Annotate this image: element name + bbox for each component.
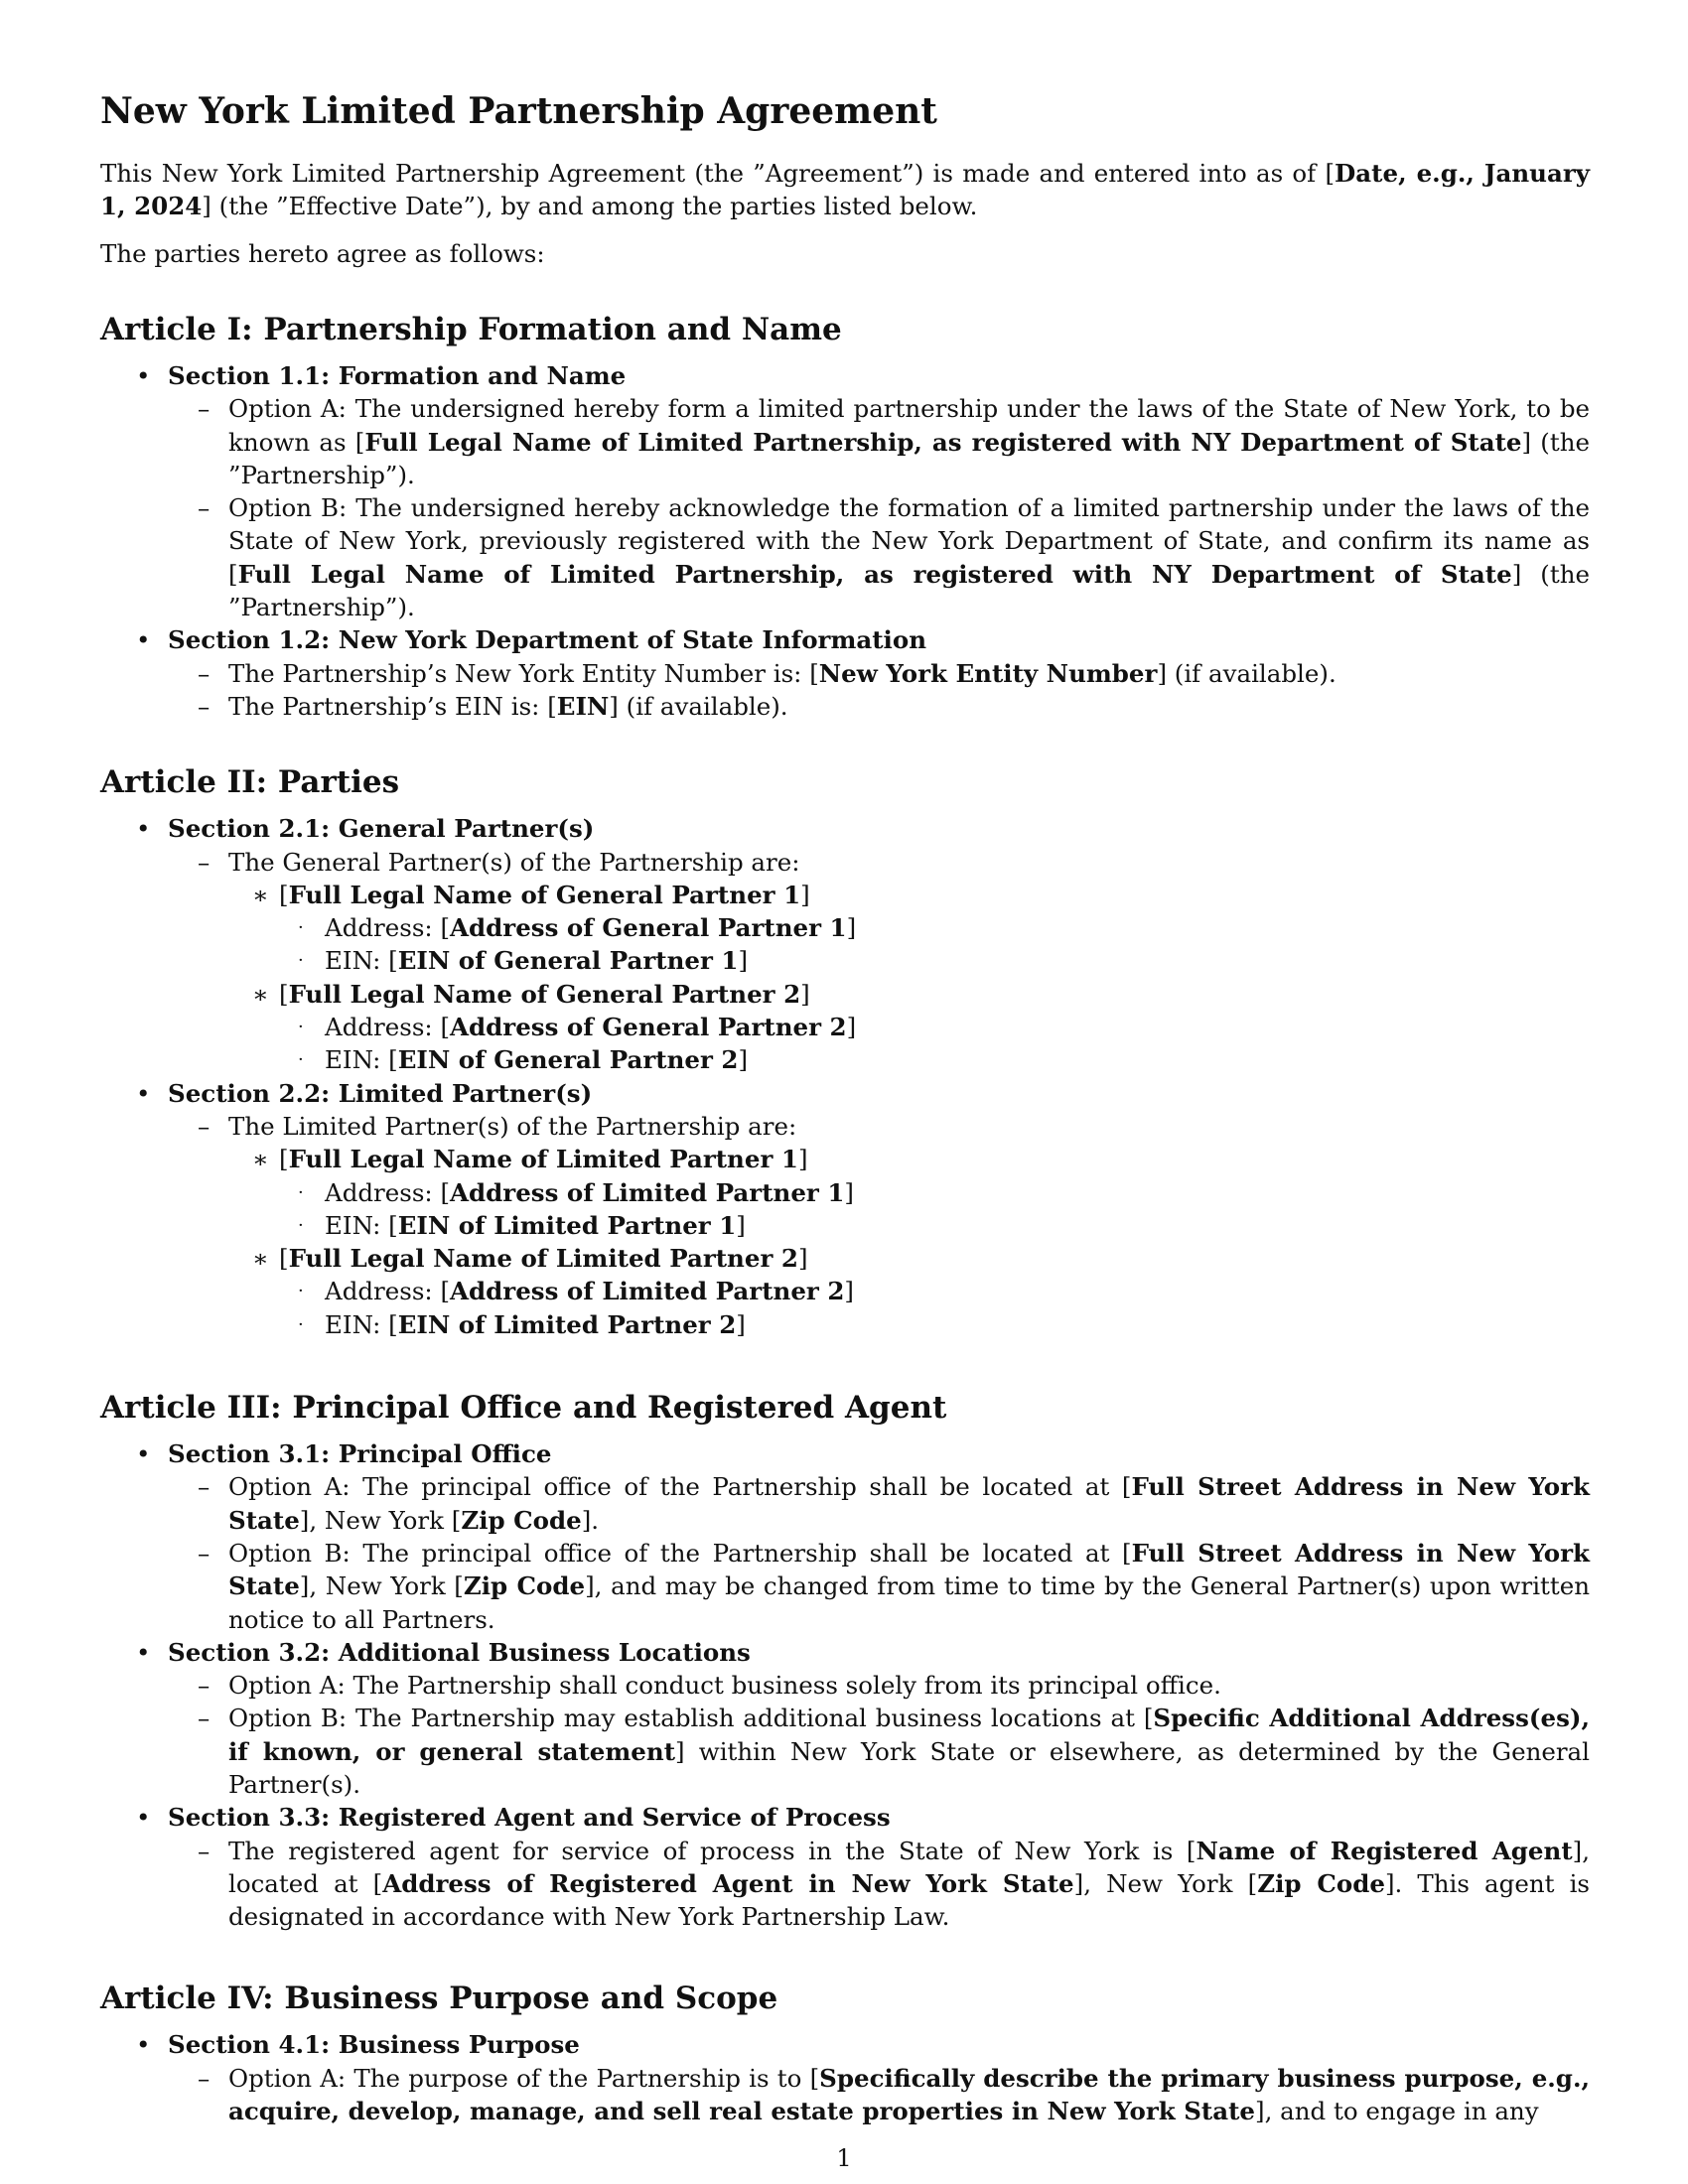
option-a: – Option A: The principal office of the Partnership shall be located at [Full Street Address in New York State], New York [Zip Code].: [198, 1472, 1590, 1535]
bullet-marker: •: [136, 625, 151, 655]
option-a: – Option A: The purpose of the Partnership is to [Specifically describe the primary business purpose, e.g., acquire, develop, manage, and sell real estate properties in New York State], and to engage in any: [198, 2063, 1591, 2126]
section-title: Section 3.3: Registered Agent and Service of Process: [168, 1803, 891, 1833]
article-1-sections: [100, 359, 1590, 723]
section-title: Section 3.2: Additional Business Locations: [168, 1637, 751, 1667]
dash-marker: –: [198, 1704, 211, 1733]
dash-marker: –: [198, 1111, 211, 1141]
partner-address: · Address: [Address of Limited Partner 1]: [279, 1176, 1590, 1209]
bullet-marker: •: [136, 361, 151, 390]
partner-address: · Address: [Address of Limited Partner 2]: [279, 1275, 1590, 1307]
limited-partners-intro: – The Limited Partner(s) of the Partnership are: ∗ [Full Legal Name of Limited Partner 1] · Address: [Address of Limited Partner 1] · EIN: [EIN of Limited Partner 1] ∗ [Full Legal Name of Limited Partner 2] · Address: [Address of Limited Partner 2] · EIN: [EIN of Limited Partner 2]: [168, 1110, 1590, 1341]
document-page: [100, 85, 1590, 2127]
limited-partner-2: ∗ [Full Legal Name of Limited Partner 2] · Address: [Address of Limited Partner 2] · EIN: [EIN of Limited Partner 2]: [228, 1242, 1590, 1341]
star-marker: ∗: [252, 979, 269, 1009]
option-b: – Option B: The undersigned hereby acknowledge the formation of a limited partnership under the laws of the State of New York, previously registered with the New York Department of State, and confirm its name as [Full Legal Name of Limited Partnership, as registered with NY Department of State] (the ”Partnership”).: [198, 493, 1590, 622]
dash-marker: –: [198, 691, 211, 721]
general-partner-2: ∗ [Full Legal Name of General Partner 2] · Address: [Address of General Partner 2] · EIN: [EIN of General Partner 2]: [228, 978, 1590, 1077]
page-number: 1: [836, 2144, 852, 2172]
article-1-heading: Article I: Partnership Formation and Name: [100, 312, 842, 347]
section-title: Section 4.1: Business Purpose: [168, 2030, 580, 2060]
section-3-2: [100, 1636, 1590, 1801]
bullet-marker: •: [136, 1803, 151, 1833]
partner-address: · Address: [Address of General Partner 2]: [279, 1011, 1590, 1043]
dot-marker: ·: [298, 1214, 304, 1236]
general-partners-intro: – The General Partner(s) of the Partnership are: ∗ [Full Legal Name of General Partner 1] · Address: [Address of General Partner 1] · EIN: [EIN of General Partner 1] ∗ [Full Legal Name of General Partner 2] · Address: [Address of General Partner 2] · EIN: [EIN of General Partner 2]: [168, 846, 1590, 1077]
partner-ein: · EIN: [EIN of Limited Partner 1]: [279, 1209, 1590, 1242]
section-title: Section 2.2: Limited Partner(s): [168, 1078, 593, 1108]
partner-ein: · EIN: [EIN of Limited Partner 2]: [279, 1308, 1590, 1341]
section-2-2: [100, 1077, 1590, 1341]
partner-ein: · EIN: [EIN of General Partner 1]: [279, 944, 1590, 977]
option-b: – Option B: The principal office of the Partnership shall be located at [Full Street Address in New York State], New York [Zip Code], and may be changed from time to time by the General Partner(s) upon written notice to all Partners.: [198, 1538, 1590, 1634]
section-2-1: [100, 812, 1590, 1076]
star-marker: ∗: [252, 1244, 269, 1274]
dot-marker: ·: [298, 1017, 304, 1038]
option-b: – Option B: The Partnership may establish additional business locations at [Specific Additional Address(es), if known, or general statement] within New York State or elsewhere, as determined by the General Partner(s).: [198, 1704, 1591, 1799]
bullet-marker: •: [136, 2030, 151, 2060]
article-4-heading: Article IV: Business Purpose and Scope: [100, 1980, 778, 2017]
option-a: – Option A: The Partnership shall conduct business solely from its principal office.: [168, 1669, 1590, 1702]
partner-address: · Address: [Address of General Partner 1]: [279, 911, 1590, 944]
partner-ein: · EIN: [EIN of General Partner 2]: [279, 1043, 1590, 1076]
document-title: New York Limited Partnership Agreement: [100, 90, 937, 132]
bullet-marker: •: [136, 814, 151, 844]
dash-marker: –: [198, 658, 211, 688]
article-2-heading: Article II: Parties: [100, 764, 400, 801]
section-3-3: [100, 1801, 1590, 1933]
article-2-sections: [100, 812, 1590, 1341]
limited-partner-1: ∗ [Full Legal Name of Limited Partner 1] · Address: [Address of Limited Partner 1] · EIN: [EIN of Limited Partner 1]: [228, 1143, 1590, 1242]
section-title: Section 1.1: Formation and Name: [168, 361, 627, 390]
section-title: Section 2.1: General Partner(s): [168, 814, 595, 844]
section-1-1: [100, 359, 1590, 623]
dash-marker: –: [198, 493, 211, 523]
entity-number-item: – The Partnership’s New York Entity Number is: [New York Entity Number] (if available).: [168, 657, 1590, 690]
dot-marker: ·: [298, 950, 304, 972]
bullet-marker: •: [136, 1439, 151, 1469]
dot-marker: ·: [298, 917, 304, 939]
dot-marker: ·: [298, 1181, 304, 1203]
dot-marker: ·: [298, 1049, 304, 1071]
general-partner-1: ∗ [Full Legal Name of General Partner 1] · Address: [Address of General Partner 1] · EIN: [EIN of General Partner 1]: [228, 879, 1590, 978]
bullet-marker: •: [136, 1637, 151, 1667]
dash-marker: –: [198, 847, 211, 877]
ein-item: – The Partnership’s EIN is: [EIN] (if available).: [168, 690, 1590, 723]
dash-marker: –: [198, 1538, 211, 1568]
article-3-sections: [100, 1437, 1590, 1933]
registered-agent-text: – The registered agent for service of process in the State of New York is [Name of Registered Agent], located at [Address of Registered Agent in New York State], New York [Zip Code]. This agent is designated in accordance with New York Partnership Law.: [198, 1836, 1591, 1932]
intro-paragraph: This New York Limited Partnership Agreement (the ”Agreement”) is made and entered into as of [Date, e.g., January 1, 2024] (the ”Effective Date”), by and among the parties listed below.: [100, 159, 1590, 220]
dash-marker: –: [198, 1836, 211, 1865]
section-title: Section 3.1: Principal Office: [168, 1439, 552, 1469]
agree-paragraph: The parties hereto agree as follows:: [100, 239, 545, 268]
section-1-2: [100, 623, 1590, 723]
section-title: Section 1.2: New York Department of State Information: [168, 625, 927, 655]
article-3-heading: Article III: Principal Office and Registered Agent: [100, 1390, 947, 1427]
section-3-1: [100, 1437, 1590, 1636]
dash-marker: –: [198, 1472, 211, 1502]
dash-marker: –: [198, 2063, 211, 2093]
section-4-1: [100, 2028, 1590, 2127]
dash-marker: –: [198, 1671, 211, 1701]
dot-marker: ·: [298, 1313, 304, 1335]
dash-marker: –: [198, 394, 211, 424]
star-marker: ∗: [252, 880, 269, 909]
star-marker: ∗: [252, 1145, 269, 1174]
bullet-marker: •: [136, 1078, 151, 1108]
dot-marker: ·: [298, 1281, 304, 1302]
article-4-sections: [100, 2028, 1590, 2127]
option-a: – Option A: The undersigned hereby form a limited partnership under the laws of the State of New York, to be known as [Full Legal Name of Limited Partnership, as registered with NY Department of State] (the ”Partnership”).: [198, 394, 1590, 489]
